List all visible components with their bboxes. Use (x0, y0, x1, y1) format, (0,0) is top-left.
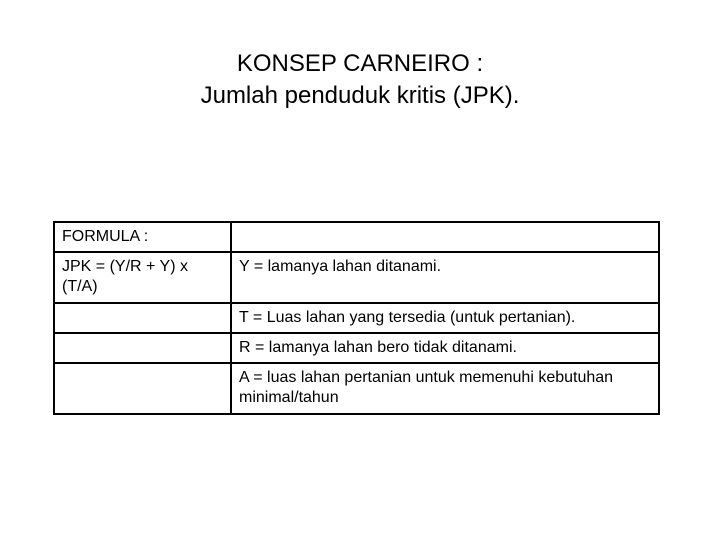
table-row (54, 333, 659, 363)
empty-cell (54, 333, 231, 363)
table-row (54, 303, 659, 333)
empty-cell (231, 222, 659, 252)
formula-label-cell: FORMULA : (54, 222, 231, 252)
slide-title (0, 48, 720, 112)
table-row (54, 252, 659, 303)
formula-equation-cell: JPK = (Y/R + Y) x (T/A) (54, 252, 231, 303)
formula-table (53, 221, 660, 415)
definition-a-cell: A = luas lahan pertanian untuk memenuhi kebutuhan minimal/tahun (231, 363, 659, 414)
empty-cell (54, 303, 231, 333)
empty-cell (54, 363, 231, 414)
title-line-2: Jumlah penduduk kritis (JPK). (200, 82, 520, 109)
definition-t-cell: T = Luas lahan yang tersedia (untuk pertanian). (231, 303, 659, 333)
definition-y-cell: Y = lamanya lahan ditanami. (231, 252, 659, 303)
title-line-1: KONSEP CARNEIRO : (236, 50, 484, 77)
table-row (54, 363, 659, 414)
definition-r-cell: R = lamanya lahan bero tidak ditanami. (231, 333, 659, 363)
table-row (54, 222, 659, 252)
